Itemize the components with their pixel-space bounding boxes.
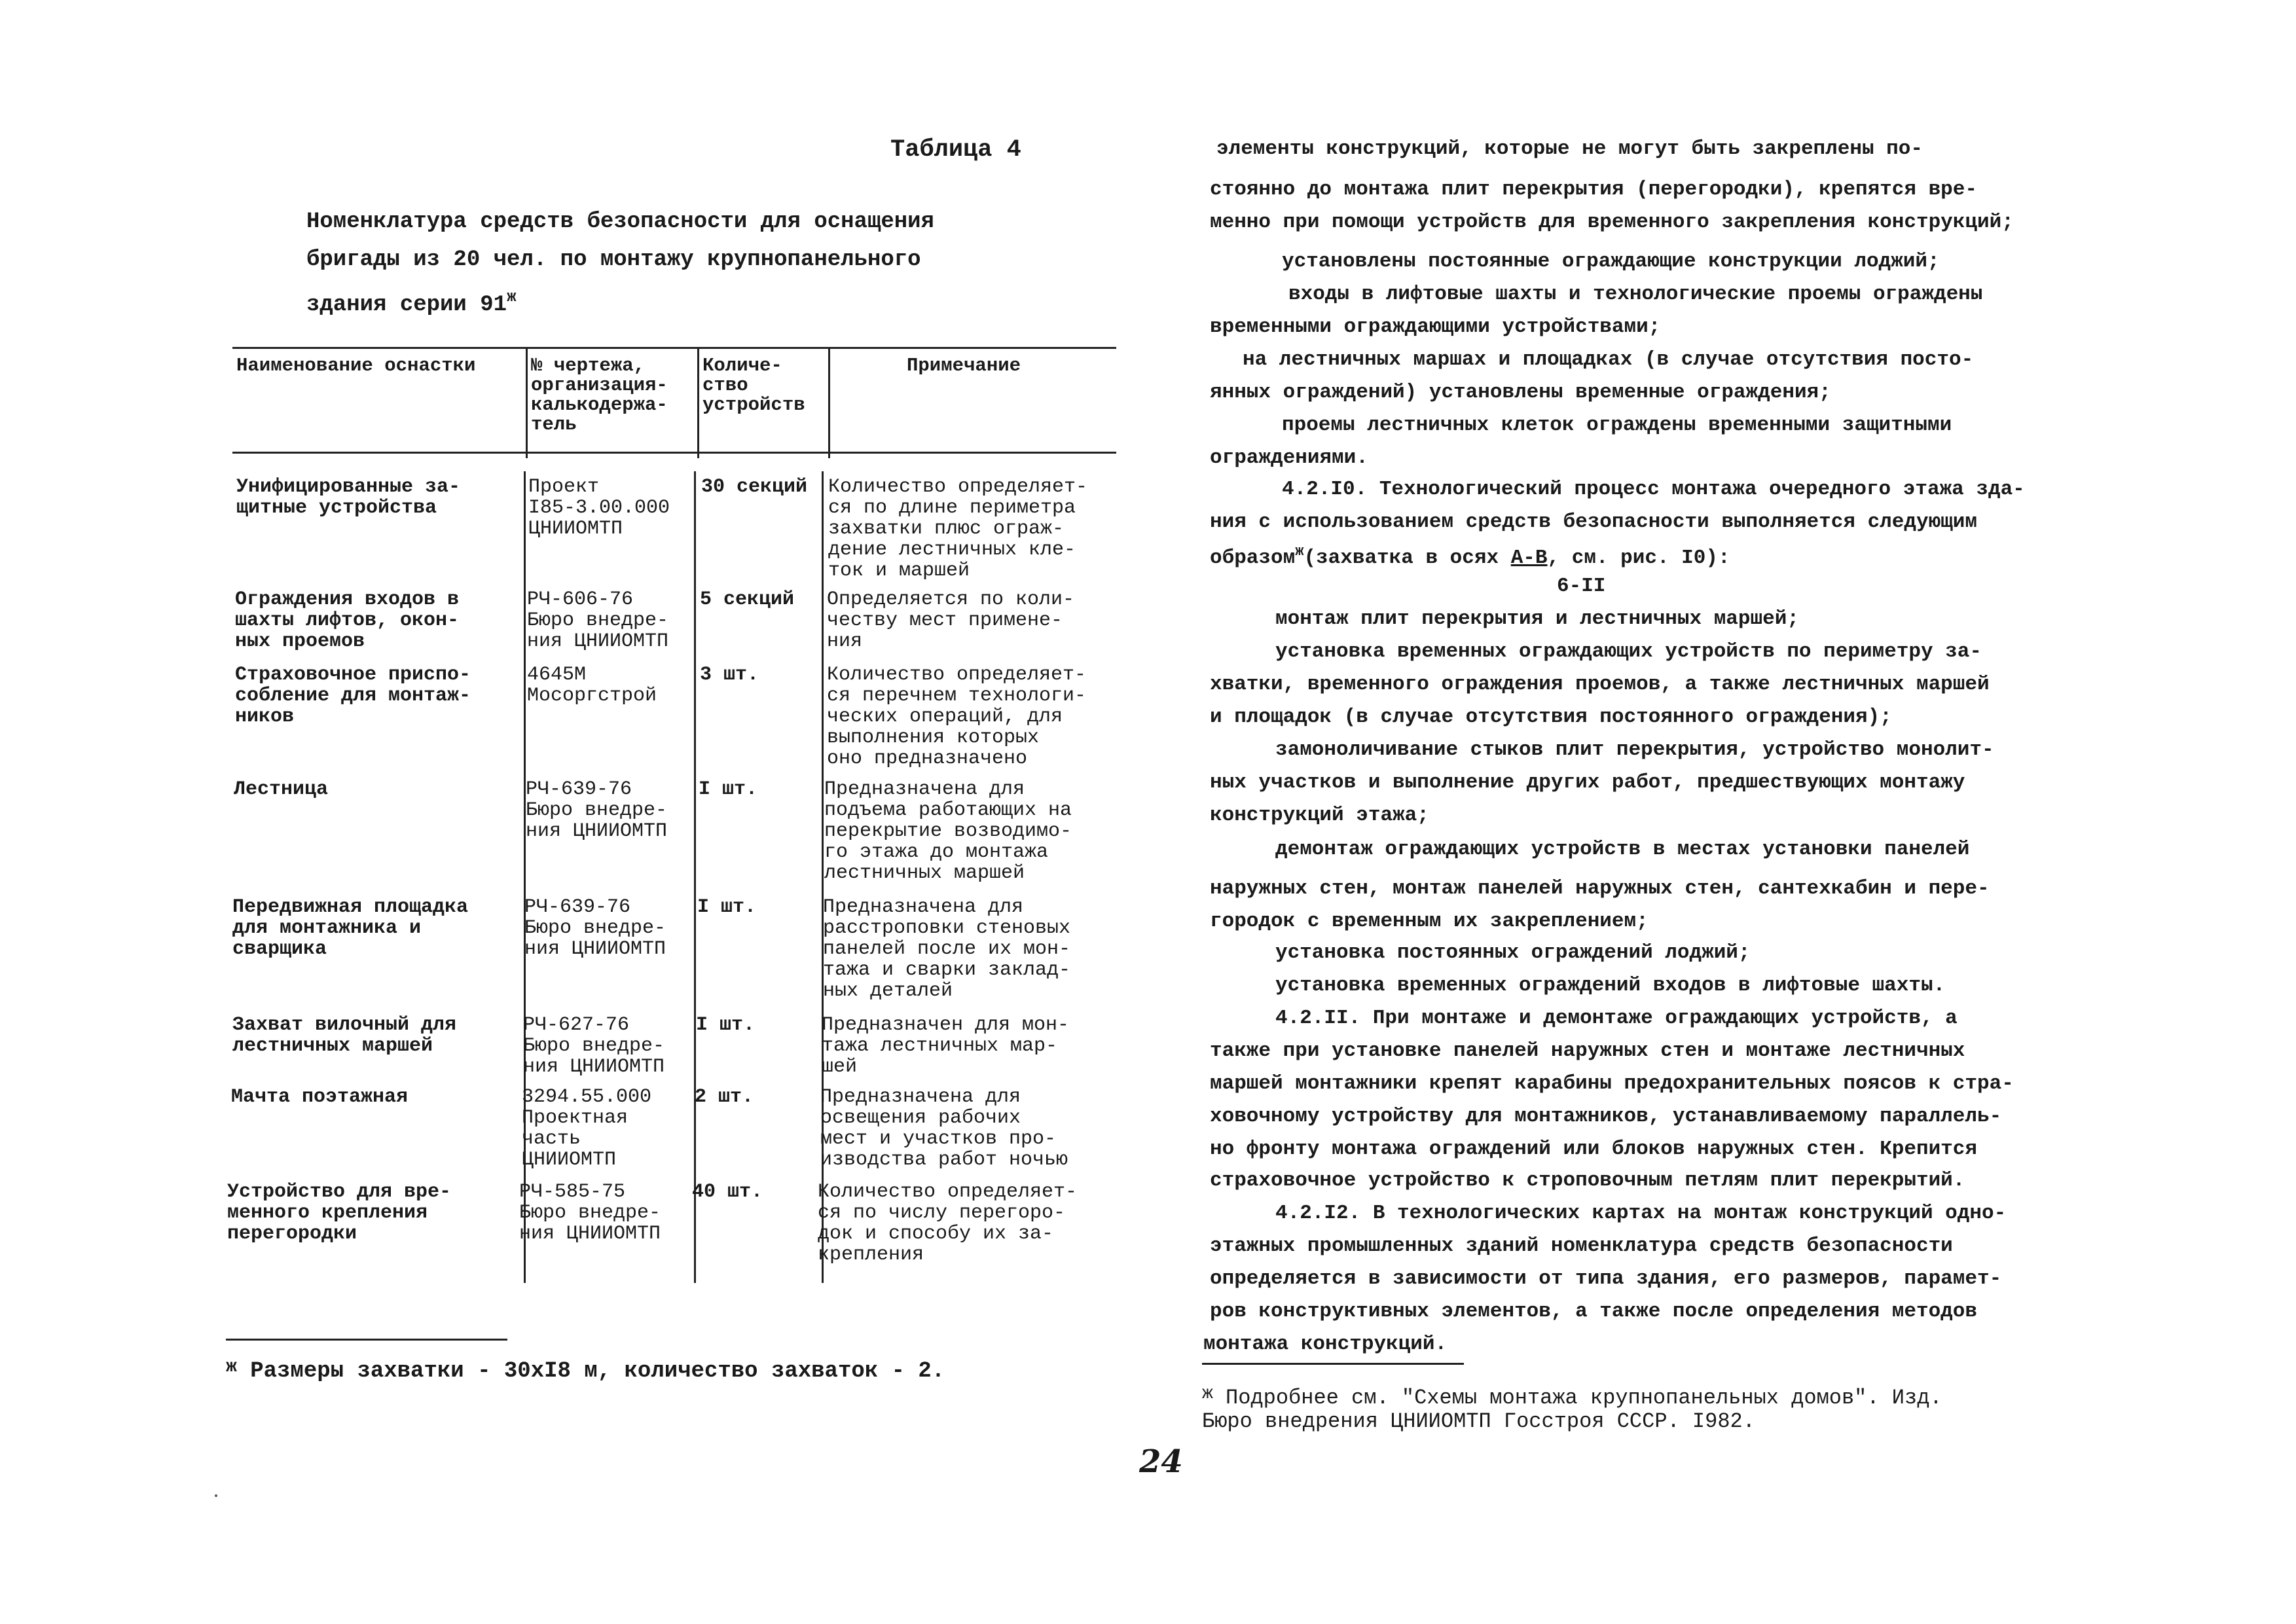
page-number: 24 [1139,1443,1183,1480]
table-col-rule-2 [697,347,699,458]
text-line: этажных промышленных зданий номенклатура средств безопасности [1210,1235,1953,1257]
row-2-drawing: РЧ-606-76 Бюро внедре- ния ЦНИИОМТП [527,588,669,653]
row-5-drawing: РЧ-639-76 Бюро внедре- ния ЦНИИОМТП [524,896,666,960]
axes-fraction-numerator: А-В [1510,547,1548,569]
text-line: наружных стен, монтаж панелей наружных стен, сантехкабин и пере- [1210,877,1990,900]
row-8-name: Устройство для вре- менного крепления перегородки [227,1181,452,1245]
row-2-name: Ограждения входов в шахты лифтов, окон- ных проемов [235,588,460,653]
header-note: Примечание [907,355,1021,376]
row-3-drawing: 4645М Мосоргстрой [527,664,657,707]
row-7-drawing: 3294.55.000 Проектная часть ЦНИИОМТП [522,1086,652,1171]
header-drawing: № чертежа, организация- калькодержа- тель [531,355,668,435]
text-line: ров конструктивных элементов, а также после определения методов [1210,1300,1977,1323]
text-line: хватки, временного ограждения проемов, а также лестничных маршей [1210,673,1990,696]
row-2-qty: 5 секций [700,588,795,611]
row-7-note: Предназначена для освещения рабочих мест и участков про- изводства работ ночью [820,1086,1068,1171]
text-line: городок с временным их закреплением; [1210,910,1649,933]
row-6-drawing: РЧ-627-76 Бюро внедре- ния ЦНИИОМТП [523,1014,665,1078]
text-line: проемы лестничных клеток ограждены временными защитными [1282,414,1952,437]
scan-speck [215,1494,217,1497]
row-1-qty: 30 секций [701,476,808,498]
row-6-note: Предназначен для мон- тажа лестничных мар- шей [822,1014,1070,1078]
text-line: монтажа конструкций. [1203,1333,1448,1356]
text-line: образом$^ж$(захватка в осях А-В, см. рис. I0): [1210,543,1730,569]
row-8-qty: 40 шт. [692,1181,763,1203]
text-footnote-mark: ж [1295,543,1304,560]
footnote-left: $^ж$ Размеры захватки - 30хI8 м, количество захваток - 2. [226,1357,945,1384]
row-4-name: Лестница [234,778,329,801]
text-line: конструкций этажа; [1210,804,1429,827]
row-1-note: Количество определяет- ся по длине периметра захватки плюс ограж- дение лестничных кле- ток и маршей [828,476,1088,582]
text-line: страховочное устройство к строповочным петлям плит перекрытий. [1210,1169,1965,1192]
text-line: менно при помощи устройств для временного закрепления конструкций; [1210,211,2014,234]
row-2-note: Определяется по коли- честву мест примене- ния [827,588,1075,653]
text-line: монтаж плит перекрытия и лестничных маршей; [1275,607,1799,630]
row-5-name: Передвижная площадка для монтажника и сварщика [232,896,469,960]
row-7-qty: 2 шт. [695,1086,754,1108]
text-line: и площадок (в случае отсутствия постоянного ограждения); [1210,706,1892,729]
table-caption: Таблица 4 [890,136,1021,164]
text-line: но фронту монтажа ограждений или блоков наружных стен. Крепится [1210,1138,1977,1161]
text-line: установка постоянных ограждений лоджий; [1275,941,1751,964]
text-line: ховочному устройству для монтажников, устанавливаемому параллель- [1210,1105,2002,1128]
text-line: демонтаж ограждающих устройств в местах установки панелей [1275,838,1970,861]
row-8-note: Количество определяет- ся по числу перегоро- док и способу их за- крепления [818,1181,1078,1266]
text-line: определяется в зависимости от типа здания, его размеров, парамет- [1210,1267,2002,1290]
row-3-qty: 3 шт. [700,664,759,686]
text-line: маршей монтажники крепят карабины предохранительных поясов к стра- [1210,1072,2014,1095]
row-6-name: Захват вилочный для лестничных маршей [232,1014,457,1057]
text-line: 4.2.I0. Технологический процесс монтажа очередного этажа зда- [1282,478,2025,501]
row-5-note: Предназначена для расстроповки стеновых панелей после их мон- тажа и сварки заклад- ных деталей [823,896,1071,1002]
text-line: янных ограждений) установлены временные ограждения; [1210,381,1831,404]
row-3-name: Страховочное приспо- собление для монтаж- ников [235,664,471,728]
footnote-right: ж Подробнее см. "Схемы монтажа крупнопанельных домов". Изд. Бюро внедрения ЦНИИОМТП Госстроя СССР. I982. [1202,1384,1942,1434]
row-6-qty: I шт. [696,1014,756,1036]
row-1-name: Унифицированные за- щитные устройства [236,476,461,519]
row-7-name: Мачта поэтажная [231,1086,409,1108]
row-4-qty: I шт. [699,778,758,801]
text-line: установка временных ограждений входов в лифтовые шахты. [1275,974,1946,997]
text-line: ных участков и выполнение других работ, предшествующих монтажу [1210,771,1965,794]
row-5-qty: I шт. [697,896,757,918]
table-top-rule [232,347,1116,349]
text-line: стоянно до монтажа плит перекрытия (перегородки), крепятся вре- [1210,178,1977,201]
footnote-left-mark: ж [226,1357,237,1377]
row-8-drawing: РЧ-585-75 Бюро внедре- ния ЦНИИОМТП [519,1181,661,1245]
table-col-rule-1 [526,347,528,458]
text-line: ограждениями. [1210,446,1368,469]
footnote-rule-right [1202,1363,1464,1365]
table-col-rule-2b [694,471,696,1283]
text-line: замоноличивание стыков плит перекрытия, устройство монолит- [1275,738,1994,761]
table-title: Номенклатура средств безопасности для оснащения бригады из 20 чел. по монтажу крупнопанельного здания серии $91^ж$ [306,209,934,317]
text-line: ния с использованием средств безопасности выполняется следующим [1210,511,1977,533]
title-footnote-mark: ж [507,289,517,306]
row-4-drawing: РЧ-639-76 Бюро внедре- ния ЦНИИОМТП [526,778,668,842]
row-1-drawing: Проект I85-3.00.000 ЦНИИОМТП [528,476,670,540]
text-line: установка временных ограждающих устройств по периметру за- [1275,640,1982,663]
axes-fraction-denominator: 6-II [1557,575,1606,598]
text-line: 4.2.I2. В технологических картах на монтаж конструкций одно- [1275,1202,2007,1225]
row-3-note: Количество определяет- ся перечнем технологи- ческих операций, для выполнения которых оно предназначено [827,664,1087,770]
header-quantity: Количе- ство устройств [702,355,805,416]
header-name: Наименование оснастки [236,355,476,376]
text-line: 4.2.II. При монтаже и демонтаже ограждающих устройств, а [1275,1007,1958,1030]
equipment-table [227,347,1116,1283]
table-header-rule [232,452,1116,454]
table-col-rule-3 [828,347,830,458]
text-line: элементы конструкций, которые не могут быть закреплены по- [1216,137,1923,160]
row-4-note: Предназначена для подъема работающих на перекрытие возводимо- го этажа до монтажа лестничных маршей [824,778,1072,884]
text-line: на лестничных маршах и площадках (в случае отсутствия посто- [1243,348,1974,371]
footnote-rule-left [226,1339,507,1341]
text-line: входы в лифтовые шахты и технологические проемы ограждены [1288,283,1983,306]
text-line: установлены постоянные ограждающие конструкции лоджий; [1282,250,1940,273]
footnote-right-mark: ж [1202,1384,1213,1404]
text-line: временными ограждающими устройствами; [1210,316,1661,338]
text-line: также при установке панелей наружных стен и монтаже лестничных [1210,1039,1965,1062]
